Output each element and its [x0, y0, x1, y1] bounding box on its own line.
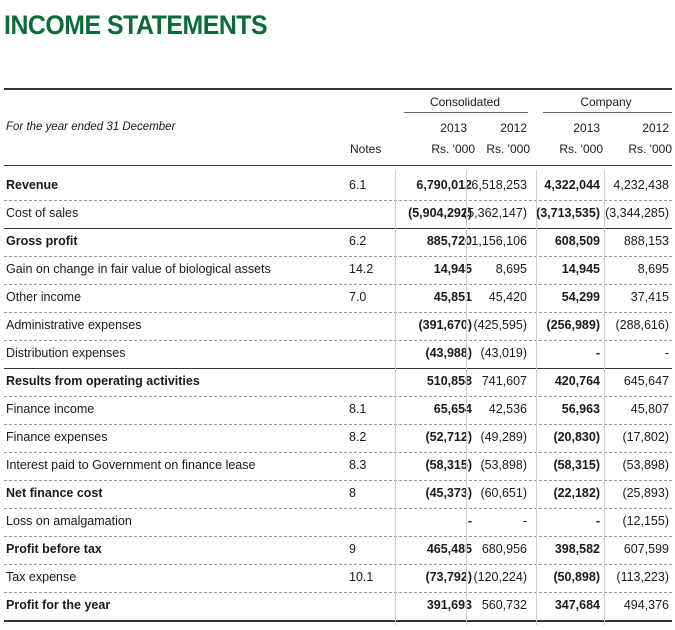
table-row [4, 508, 672, 537]
table-row [4, 256, 672, 285]
row-note: 8.3 [349, 458, 367, 472]
row-value: 680,956 [481, 542, 527, 556]
row-value: (120,224) [473, 570, 527, 584]
period-label: For the year ended 31 December [6, 121, 176, 133]
row-note: 8 [349, 486, 356, 500]
table-row [4, 424, 672, 453]
row-value: (391,670) [418, 318, 472, 332]
row-note: 6.1 [349, 178, 367, 192]
row-value: 45,807 [630, 402, 669, 416]
row-value: (58,315) [425, 458, 472, 472]
year-header-company-2013: 2013 [573, 121, 600, 135]
row-value: 8,695 [495, 262, 527, 276]
row-label: Interest paid to Government on finance lease [6, 458, 256, 472]
row-value: (17,802) [622, 430, 669, 444]
table-row [4, 564, 672, 593]
row-value: (53,898) [480, 458, 527, 472]
row-label: Finance expenses [6, 430, 108, 444]
row-label: Distribution expenses [6, 346, 126, 360]
row-value: (52,712) [425, 430, 472, 444]
row-note: 10.1 [349, 570, 374, 584]
header-bottom-rule [4, 165, 672, 166]
row-value: (113,223) [616, 570, 669, 584]
row-value: (43,988) [425, 346, 472, 360]
row-value: - [595, 346, 600, 360]
row-label: Net finance cost [6, 486, 103, 500]
row-label: Gross profit [6, 234, 78, 248]
row-note: 9 [349, 542, 356, 556]
table-row [4, 592, 672, 622]
row-value: 56,963 [561, 402, 600, 416]
unit-header-company-2012: Rs. '000 [628, 142, 672, 156]
column-separator [536, 170, 537, 625]
row-note: 14.2 [349, 262, 374, 276]
unit-header-consolidated-2012: Rs. '000 [486, 142, 530, 156]
row-value: 6,518,253 [471, 178, 527, 192]
column-separator [604, 170, 605, 625]
table-row [4, 368, 672, 397]
table-row [4, 536, 672, 565]
row-value: (256,989) [546, 318, 600, 332]
row-value: 494,376 [623, 598, 669, 612]
row-value: (5,904,292) [408, 206, 472, 220]
group-company-header: Company [580, 95, 632, 109]
row-value: 4,232,438 [613, 178, 669, 192]
row-label: Administrative expenses [6, 318, 142, 332]
table-row [4, 312, 672, 341]
row-value: (5,362,147) [463, 206, 527, 220]
row-value: 6,790,012 [416, 178, 472, 192]
row-value: 885,720 [426, 234, 472, 248]
row-value: (53,898) [622, 458, 669, 472]
row-note: 8.1 [349, 402, 367, 416]
row-value: 4,322,044 [544, 178, 600, 192]
row-value: 14,945 [433, 262, 472, 276]
row-value: 607,599 [623, 542, 669, 556]
row-value: - [595, 514, 600, 528]
row-value: (425,595) [473, 318, 527, 332]
page-title: INCOME STATEMENTS [4, 10, 268, 40]
row-label: Results from operating activities [6, 374, 200, 388]
row-value: 888,153 [623, 234, 669, 248]
row-value: (20,830) [553, 430, 600, 444]
row-label: Profit for the year [6, 598, 111, 612]
row-value: (73,792) [425, 570, 472, 584]
row-value: (60,651) [480, 486, 527, 500]
row-label: Cost of sales [6, 206, 79, 220]
row-note: 6.2 [349, 234, 367, 248]
row-value: 45,851 [433, 290, 472, 304]
row-value: 420,764 [554, 374, 600, 388]
row-value: (25,893) [622, 486, 669, 500]
row-label: Gain on change in fair value of biological assets [6, 262, 271, 276]
table-row [4, 452, 672, 481]
row-value: - [467, 514, 472, 528]
table-row [4, 172, 672, 201]
row-value: (3,344,285) [605, 206, 669, 220]
table-row [4, 480, 672, 509]
row-value: 510,858 [426, 374, 472, 388]
row-value: 45,420 [488, 290, 527, 304]
row-value: 14,945 [561, 262, 600, 276]
row-value: (3,713,535) [536, 206, 600, 220]
row-value: (12,155) [622, 514, 669, 528]
year-header-company-2012: 2012 [642, 121, 669, 135]
row-value: 645,647 [623, 374, 669, 388]
column-separator [395, 170, 396, 625]
row-value: (22,182) [553, 486, 600, 500]
row-value: 42,536 [488, 402, 527, 416]
table-row [4, 228, 672, 257]
row-value: 8,695 [637, 262, 669, 276]
row-label: Other income [6, 290, 82, 304]
row-value: (43,019) [480, 346, 527, 360]
group-consolidated-underline [404, 112, 528, 113]
row-value: 347,684 [554, 598, 600, 612]
year-header-consolidated-2013: 2013 [440, 121, 467, 135]
group-company-underline [543, 112, 672, 113]
year-header-consolidated-2012: 2012 [500, 121, 527, 135]
table-row [4, 340, 672, 369]
row-label: Loss on amalgamation [6, 514, 132, 528]
row-value: - [664, 346, 669, 360]
row-value: - [522, 514, 527, 528]
row-value: (45,373) [425, 486, 472, 500]
row-label: Profit before tax [6, 542, 102, 556]
table-row [4, 396, 672, 425]
row-value: 54,299 [561, 290, 600, 304]
row-value: 741,607 [481, 374, 527, 388]
column-separator [466, 170, 467, 625]
row-value: (49,289) [480, 430, 527, 444]
row-value: 560,732 [481, 598, 527, 612]
row-value: 65,654 [433, 402, 472, 416]
table-row [4, 284, 672, 313]
row-value: 37,415 [630, 290, 669, 304]
row-value: 398,582 [554, 542, 600, 556]
notes-column-header: Notes [350, 142, 382, 156]
row-label: Finance income [6, 402, 95, 416]
group-consolidated-header: Consolidated [429, 95, 501, 109]
row-label: Revenue [6, 178, 59, 192]
unit-header-consolidated-2013: Rs. '000 [431, 142, 475, 156]
row-note: 8.2 [349, 430, 367, 444]
table-row [4, 200, 672, 229]
row-value: (58,315) [553, 458, 600, 472]
header-top-rule [4, 88, 672, 90]
row-value: 465,485 [426, 542, 472, 556]
unit-header-company-2013: Rs. '000 [559, 142, 603, 156]
row-value: (50,898) [553, 570, 600, 584]
row-value: 1,156,106 [471, 234, 527, 248]
row-label: Tax expense [6, 570, 77, 584]
row-value: 391,693 [426, 598, 472, 612]
row-value: (288,616) [615, 318, 669, 332]
row-note: 7.0 [349, 290, 367, 304]
row-value: 608,509 [554, 234, 600, 248]
